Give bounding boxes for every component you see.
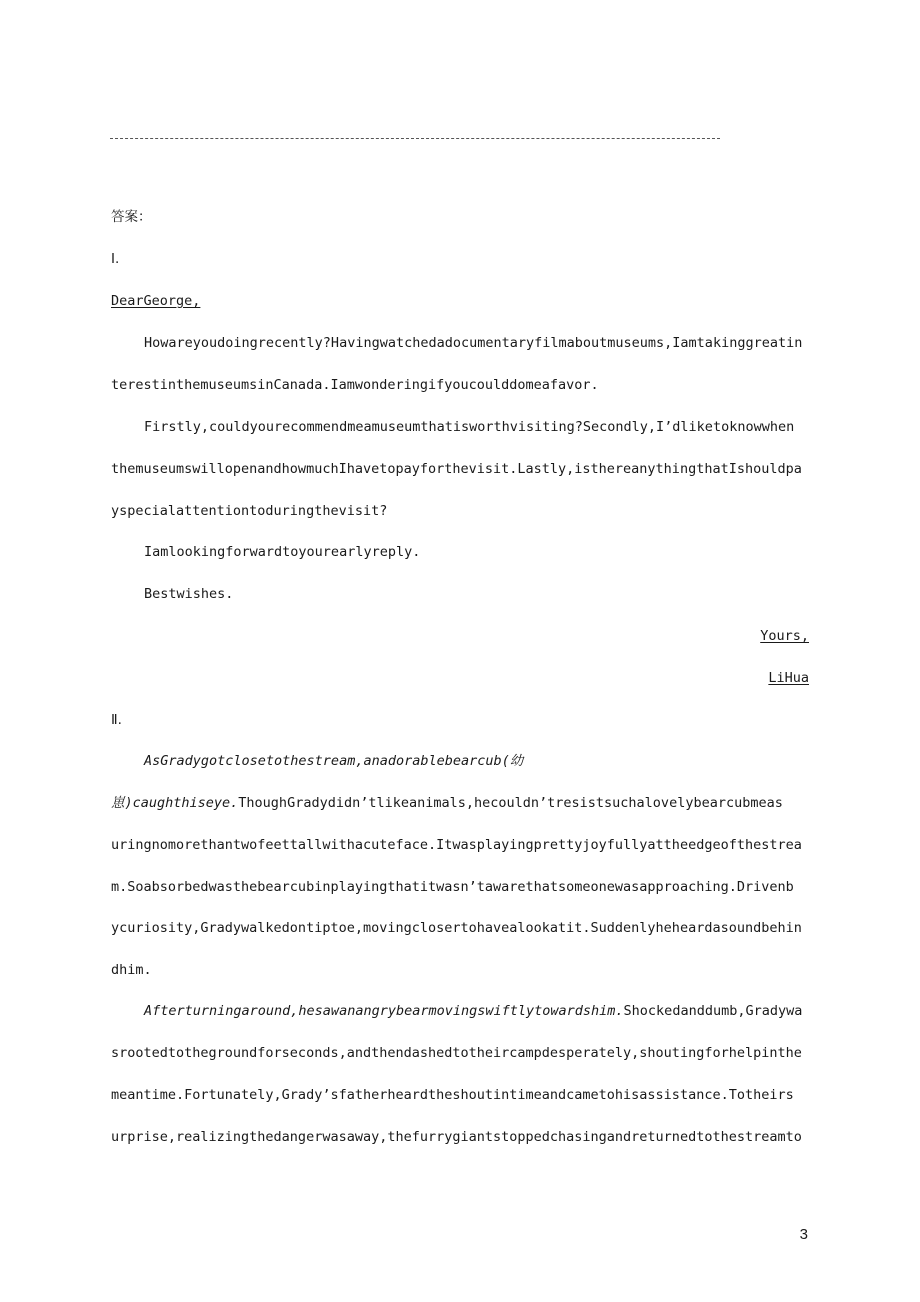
story-text: Shockedanddumb,Gradywa bbox=[623, 1003, 803, 1019]
story-text: ThoughGradydidn’tlikeanimals,hecouldn’tresistsuchalovelybearcubmeas bbox=[238, 795, 783, 811]
letter-line: yspecialattentiontoduringthevisit? bbox=[111, 503, 388, 519]
letter-line: Howareyoudoingrecently?Havingwatchedadocumentaryfilmaboutmuseums,Iamtakinggreatin bbox=[144, 335, 803, 351]
answer-label: 答案： bbox=[111, 209, 152, 225]
story-line: meantime.Fortunately,Grady’sfatherheardtheshoutintimeandcametohisassistance.Totheirs bbox=[111, 1087, 794, 1103]
page-number: 3 bbox=[799, 1226, 808, 1243]
story-line: srootedtothegroundforseconds,andthendashedtotheircampdesperately,shoutingforhelpinthe bbox=[111, 1045, 802, 1061]
story-given-sentence: 崽)caughthiseye. bbox=[111, 795, 239, 811]
letter-line: Firstly,couldyourecommendmeamuseumthatisworthvisiting?Secondly,I’dliketoknowwhen bbox=[144, 419, 795, 435]
story-line: dhim. bbox=[111, 962, 152, 978]
story-line bbox=[111, 794, 783, 812]
section-2-label: Ⅱ. bbox=[111, 712, 122, 728]
story-line: ycuriosity,Gradywalkedontiptoe,movingclosertohavealookatit.Suddenlyheheardasoundbehin bbox=[111, 920, 802, 936]
letter-signature: LiHua bbox=[768, 670, 809, 686]
letter-salutation: DearGeorge, bbox=[111, 293, 201, 309]
letter-closing: Yours, bbox=[760, 628, 809, 644]
story-line: uringnomorethantwofeettallwithacuteface.Itwasplayingprettyjoyfullyattheedgeofthestrea bbox=[111, 837, 802, 853]
letter-line: terestinthemuseumsinCanada.Iamwonderingifyoucoulddomeafavor. bbox=[111, 377, 599, 393]
letter-line: themuseumswillopenandhowmuchIhavetopayforthevisit.Lastly,isthereanythingthatIshouldpa bbox=[111, 461, 802, 477]
story-line: m.Soabsorbedwasthebearcubinplayingthatitwasn’tawarethatsomeonewasapproaching.Drivenb bbox=[111, 879, 794, 895]
story-line bbox=[144, 1002, 802, 1020]
section-1-label: Ⅰ. bbox=[111, 251, 120, 267]
story-line: AsGradygotclosetothestream,anadorablebearcub(幼 bbox=[144, 753, 524, 769]
story-given-sentence: Afterturningaround,hesawanangrybearmovingswiftlytowardshim. bbox=[144, 1003, 624, 1019]
story-line: urprise,realizingthedangerwasaway,thefurrygiantstoppedchasingandreturnedtothestreamto bbox=[111, 1129, 802, 1145]
letter-line: Bestwishes. bbox=[144, 586, 234, 602]
answer-blank-line bbox=[110, 138, 720, 139]
letter-line: Iamlookingforwardtoyourearlyreply. bbox=[144, 544, 421, 560]
